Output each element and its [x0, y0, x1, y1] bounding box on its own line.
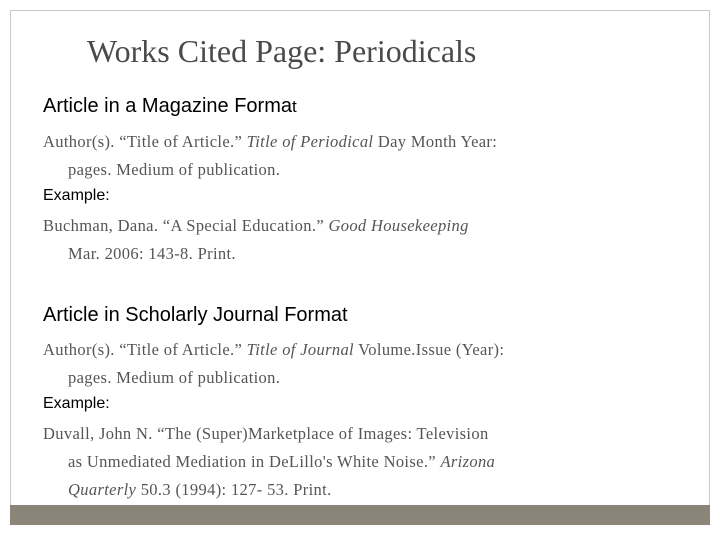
magazine-example-author: Buchman, Dana. “A Special Education.” — [43, 216, 329, 235]
magazine-format-line1 — [43, 132, 497, 151]
magazine-heading-last: t — [291, 97, 297, 116]
magazine-format-periodical: Title of Periodical — [246, 132, 374, 151]
slide-footer-bar — [10, 505, 710, 525]
journal-format-line2: pages. Medium of publication. — [68, 368, 281, 387]
magazine-example-label: Example: — [43, 187, 110, 204]
journal-example-journal-start: Arizona — [440, 452, 496, 471]
magazine-format-author: Author(s). “Title of Article.” — [43, 132, 247, 151]
journal-example-line1: Duvall, John N. “The (Super)Marketplace of Images: Television — [43, 424, 489, 443]
magazine-heading-main: Article in a Magazine Forma — [43, 95, 292, 117]
journal-format-volume: Volume.Issue (Year): — [353, 340, 505, 359]
magazine-heading — [43, 95, 297, 118]
journal-heading: Article in Scholarly Journal Format — [43, 304, 348, 326]
magazine-example-line1 — [43, 216, 469, 235]
magazine-format-date: Day Month Year: — [373, 132, 498, 151]
magazine-format — [43, 128, 623, 184]
journal-format-journal: Title of Journal — [246, 340, 354, 359]
journal-example-pub-info: 50.3 (1994): 127- 53. Print. — [136, 480, 332, 499]
journal-example-title-end: as Unmediated Mediation in DeLillo's White Noise.” — [68, 452, 441, 471]
magazine-example-periodical: Good Housekeeping — [328, 216, 469, 235]
journal-example-line2 — [43, 448, 623, 476]
journal-format-author: Author(s). “Title of Article.” — [43, 340, 247, 359]
journal-format-line1 — [43, 340, 504, 359]
journal-example-label: Example: — [43, 395, 110, 412]
journal-example-journal-end: Quarterly — [68, 480, 137, 499]
page-title: Works Cited Page: Periodicals — [87, 33, 477, 69]
journal-example — [43, 420, 623, 504]
journal-format — [43, 336, 623, 392]
journal-example-line3 — [43, 476, 623, 504]
magazine-format-line2: pages. Medium of publication. — [68, 160, 281, 179]
magazine-example-line2: Mar. 2006: 143-8. Print. — [68, 244, 236, 263]
magazine-example — [43, 212, 623, 268]
